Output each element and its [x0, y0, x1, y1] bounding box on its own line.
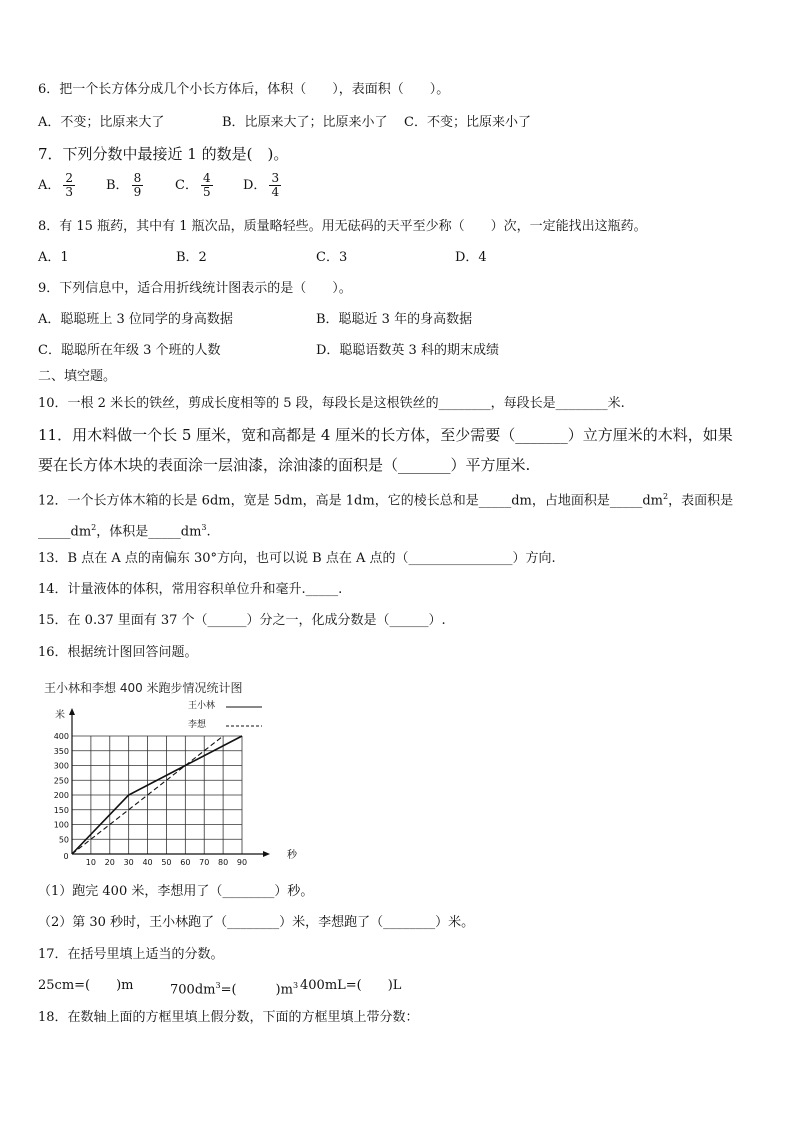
x-tick-label: 20: [104, 858, 115, 867]
y-tick-label: 400: [53, 732, 69, 741]
q7-option-b: [106, 172, 143, 199]
q14-text: 14．计量液体的体积，常用容积单位升和毫升._____.: [38, 582, 343, 597]
q6-option-b: B．比原来大了；比原来小了: [222, 115, 388, 130]
q11-line2: 要在长方体木块的表面涂一层油漆，涂油漆的面积是（_______）平方厘米.: [38, 456, 531, 474]
q6-text: 6．把一个长方体分成几个小长方体后，体积（ ），表面积（ ）。: [38, 82, 450, 97]
denominator: 3: [65, 185, 74, 199]
fraction: [63, 172, 75, 199]
q8-option-b: B．2: [176, 250, 207, 265]
x-tick-label: 70: [199, 858, 210, 867]
denominator: 5: [202, 185, 211, 199]
q6-option-c: C．不变；比原来小了: [404, 115, 531, 130]
q6-option-a: A．不变；比原来大了: [38, 115, 165, 130]
y-tick-label: 250: [53, 776, 69, 786]
numerator: 2: [65, 171, 74, 185]
q12-line2: [38, 518, 211, 542]
q17-expr-3: 400mL=( )L: [300, 978, 402, 993]
superscript: 3: [215, 981, 221, 990]
q7-option-a-label: A．: [38, 178, 61, 193]
q18-text: 18．在数轴上面的方框里填上假分数，下面的方框里填上带分数：: [38, 1010, 419, 1025]
q16-sub1: （1）跑完 400 米，李想用了（________）秒。: [38, 884, 314, 899]
q9-option-a: A．聪聪班上 3 位同学的身高数据: [38, 312, 233, 327]
q7-option-d: [243, 172, 281, 199]
q17-expr-2: [170, 976, 298, 1000]
y-tick-label: 300: [53, 761, 69, 771]
x-tick-label: 50: [161, 858, 172, 867]
q9-option-b: B．聪聪近 3 年的身高数据: [316, 312, 473, 327]
y-tick-label: 50: [58, 835, 69, 845]
x-tick-label: 10: [85, 858, 96, 867]
q7-option-d-label: D．: [243, 178, 267, 193]
fraction: [201, 172, 213, 199]
q8-option-a: A．1: [38, 250, 69, 265]
q12-line1: [38, 487, 733, 511]
q8-option-c: C．3: [316, 250, 348, 265]
y-axis-label: 米: [55, 710, 65, 721]
q7-option-a: [38, 172, 75, 199]
legend-label: 李想: [188, 720, 207, 730]
y-tick-label: 350: [53, 746, 69, 756]
x-tick-label: 80: [218, 858, 229, 867]
q7-option-b-label: B．: [106, 178, 129, 193]
q9-option-d: D．聪聪语数英 3 科的期末成绩: [316, 343, 499, 358]
q12-line1-a: 12．一个长方体木箱的长是 6dm，宽是 5dm，高是 1dm，它的棱长总和是_____dm，占地面积是_____dm: [38, 493, 663, 509]
section-heading: 二、填空题。: [38, 369, 117, 384]
x-tick-label: 90: [236, 858, 248, 867]
q7-text: 7．下列分数中最接近 1 的数是( )。: [38, 145, 289, 163]
origin-label: 0: [63, 852, 69, 861]
q8-option-d: D．4: [455, 250, 487, 265]
y-tick-label: 100: [53, 820, 69, 830]
q12-line2-a: _____dm: [38, 524, 92, 540]
q12-line1-b: ，表面积是: [668, 493, 734, 509]
y-tick-label: 200: [53, 791, 69, 800]
x-axis-arrow-icon: [263, 851, 270, 857]
q16-text: 16．根据统计图回答问题。: [38, 645, 198, 660]
legend-label: 王小林: [188, 701, 216, 711]
x-axis-label: 秒: [287, 850, 297, 861]
q7-option-c-label: C．: [175, 178, 198, 193]
superscript: 3: [201, 523, 207, 532]
y-axis-arrow-icon: [69, 708, 75, 715]
q17-expr-1: 25cm=( )m: [38, 978, 134, 993]
numerator: 4: [202, 171, 211, 185]
line-chart: [38, 676, 318, 871]
numerator: 8: [133, 171, 142, 185]
x-tick-label: 60: [180, 858, 191, 867]
q9-text: 9．下列信息中，适合用折线统计图表示的是（ ）。: [38, 281, 352, 296]
numerator: 3: [271, 171, 280, 185]
q15-text: 15．在 0.37 里面有 37 个（______）分之一，化成分数是（______）.: [38, 613, 446, 628]
q17-expr-2-a: 700dm: [170, 982, 216, 998]
q16-sub2: （2）第 30 秒时，王小林跑了（________）米，李想跑了（________）米。: [38, 915, 475, 930]
fraction: [269, 172, 281, 199]
q7-option-c: [175, 172, 213, 199]
fraction: [132, 172, 144, 199]
q8-text: 8．有 15 瓶药，其中有 1 瓶次品，质量略轻些。用无砝码的天平至少称（ ）次，一定能找出这瓶药。: [38, 219, 647, 234]
denominator: 4: [271, 185, 280, 199]
x-tick-label: 30: [123, 858, 134, 867]
q13-text: 13．B 点在 A 点的南偏东 30°方向，也可以说 B 点在 A 点的（________________）方向.: [38, 551, 556, 566]
q12-line2-b: ，体积是_____dm: [96, 524, 202, 540]
x-tick-label: 40: [142, 858, 153, 867]
chart-title: 王小林和李想 400 米跑步情况统计图: [44, 681, 243, 695]
y-tick-label: 150: [53, 805, 69, 815]
denominator: 9: [133, 185, 142, 199]
q17-text: 17．在括号里填上适当的分数。: [38, 947, 224, 962]
superscript: 3: [292, 981, 299, 990]
superscript: 2: [91, 523, 97, 532]
q9-option-c: C．聪聪所在年级 3 个班的人数: [38, 343, 221, 358]
q11-line1: 11．用木料做一个长 5 厘米，宽和高都是 4 厘米的长方体，至少需要（_______）立方厘米的木料，如果: [38, 426, 733, 444]
superscript: 2: [663, 492, 669, 501]
q12-line2-c: .: [206, 524, 211, 540]
q10-text: 10．一根 2 米长的铁丝，剪成长度相等的 5 段，每段长是这根铁丝的________，每段长是________米.: [38, 396, 625, 411]
q17-expr-2-b: =( )m: [220, 982, 293, 998]
